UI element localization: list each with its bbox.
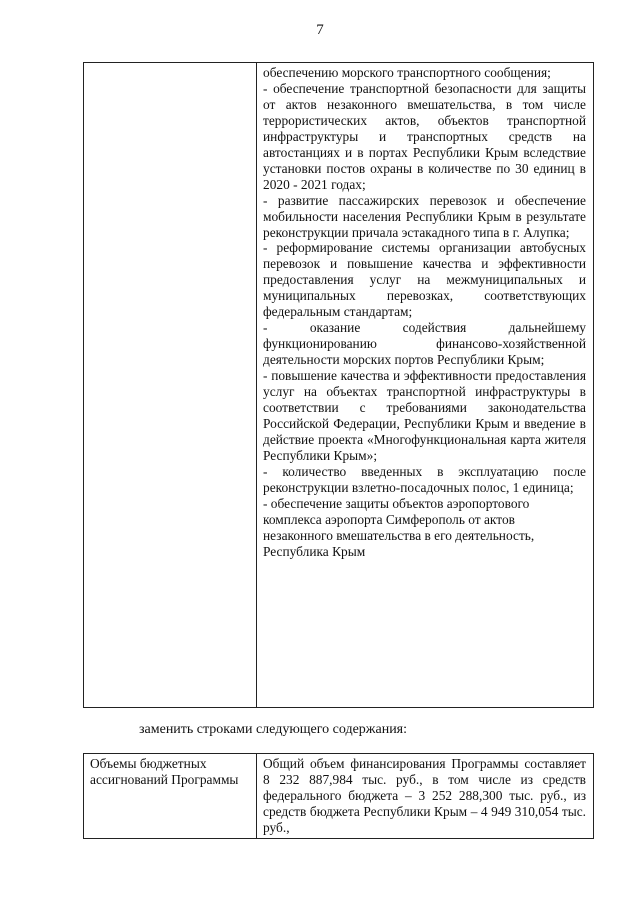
program-table-continued [83, 62, 594, 708]
list-item: - повышение качества и эффективности предоставления услуг на объектах транспортной инфраструктуры в соответствии с требованиями законодательства Российской Федерации, Республики Крым и введение в действие проекта «Многофункциональная карта жителя Республики Крым»; [263, 368, 586, 463]
list-item: - обеспечение транспортной безопасности для защиты от актов незаконного вмешательства, в том числе террористических актов, объектов транспортной инфраструктуры и транспортных средств на автостанциях и в портах Республики Крым вследствие установки постов охраны в количестве по 30 единиц в 2020 - 2021 годах; [263, 80, 586, 192]
table-row [84, 754, 594, 839]
page-number: 7 [316, 22, 324, 38]
list-item: - развитие пассажирских перевозок и обеспечение мобильности населения Республики Крым в результате реконструкции причала эстакадного типа в г. Алупка; [263, 192, 586, 240]
list-item: обеспечению морского транспортного сообщения; [263, 65, 551, 80]
budget-table [83, 753, 594, 839]
expected-results-list [257, 63, 593, 562]
table-row [84, 63, 594, 708]
list-item: - количество введенных в эксплуатацию после реконструкции взлетно-посадочных полос, 1 единица; [263, 463, 586, 495]
table-cell-right [257, 754, 594, 839]
table-cell-left [84, 754, 257, 839]
replacement-intro-text: заменить строками следующего содержания: [139, 722, 408, 737]
table-cell-right [257, 63, 594, 708]
list-item: - обеспечение защиты объектов аэропортового комплекса аэропорта Симферополь от актов незаконного вмешательства в его деятельность, Республика Крым [263, 495, 535, 559]
budget-text: Общий объем финансирования Программы составляет 8 232 887,984 тыс. руб., в том числе из средств федерального бюджета – 3 252 288,300 тыс. руб., из средств бюджета Республики Крым – 4 949 310,054 тыс. руб., [263, 756, 586, 835]
table-cell-left-empty [84, 63, 257, 708]
list-item: - реформирование системы организации автобусных перевозок и повышение качества и эффективности предоставления услуг на межмуниципальных и муниципальных перевозках, соответствующих федеральным стандартам; [263, 240, 586, 320]
budget-label: Объемы бюджетных ассигнований Программы [90, 756, 239, 787]
list-item: - оказание содействия дальнейшему функционированию финансово-хозяйственной деятельности морских портов Республики Крым; [263, 320, 586, 368]
